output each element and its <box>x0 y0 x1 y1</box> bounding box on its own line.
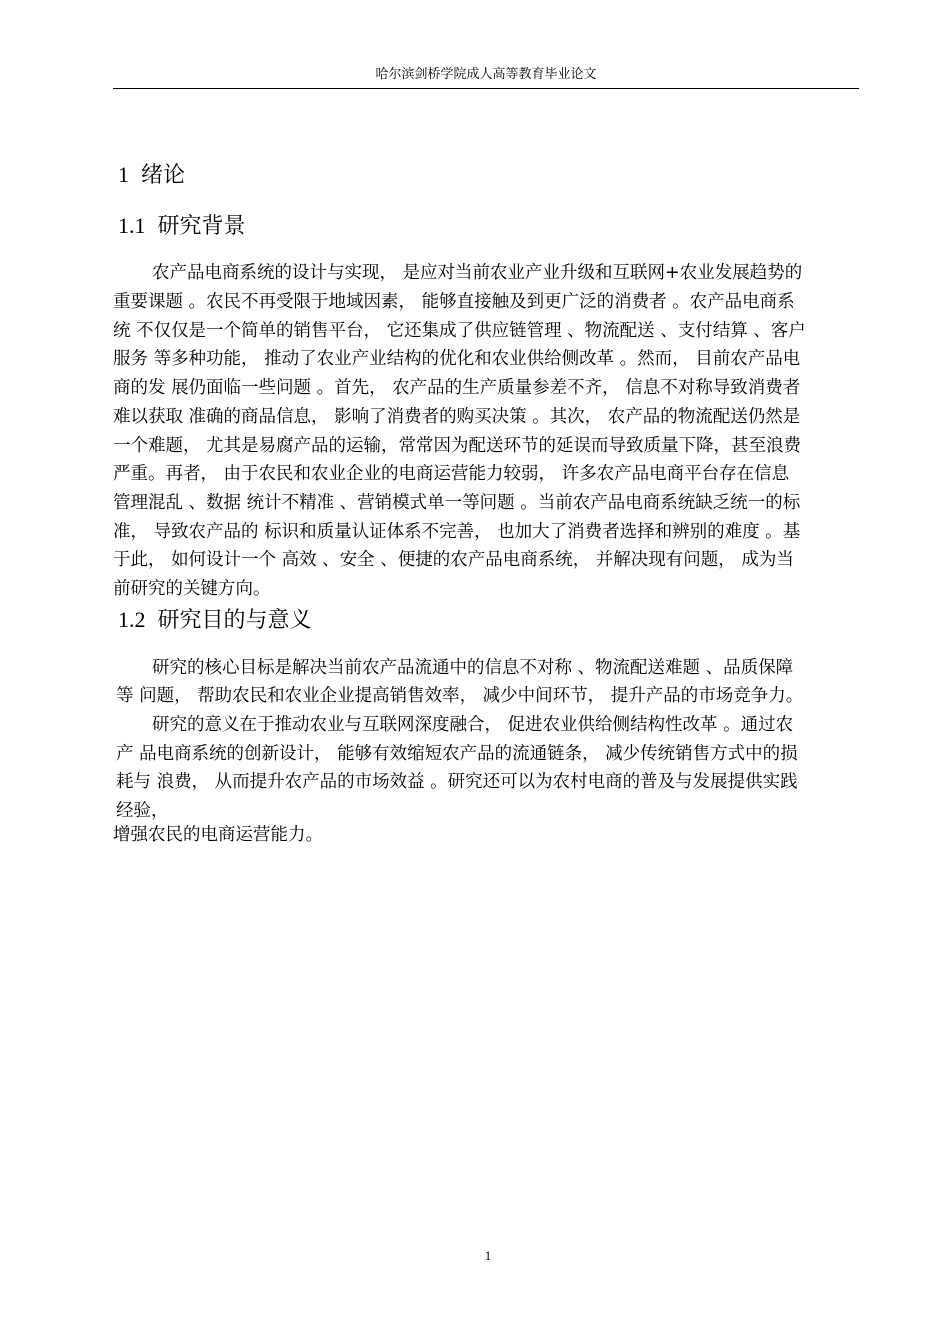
paragraph-line: 耗与 浪费， 从而提升农产品的市场效益 。研究还可以为农村电商的普及与发展提供实践 <box>116 772 798 792</box>
paragraph-line: 增强农民的电商运营能力。 <box>113 825 323 845</box>
paragraph-line: 重要课题 。农民不再受限于地域因素， 能够直接触及到更广泛的消费者 。农产品电商系 <box>113 292 795 312</box>
paragraph-line: 等 问题， 帮助农民和农业企业提高销售效率， 减少中间环节， 提升产品的市场竞争力。 <box>116 686 804 706</box>
paragraph-line: 经验， <box>116 801 169 821</box>
section-number: 1.2 <box>118 607 146 632</box>
paragraph-line: 准， 导致农产品的 标识和质量认证体系不完善， 也加大了消费者选择和辨别的难度 。基 <box>113 522 801 542</box>
section-heading-background <box>118 211 246 242</box>
section-heading-purpose <box>118 605 312 636</box>
paragraph-line: 产 品电商系统的创新设计， 能够有效缩短农产品的流通链条， 减少传统销售方式中的损 <box>116 744 798 764</box>
chapter-number: 1 <box>118 162 129 187</box>
section-number: 1.1 <box>118 213 146 238</box>
running-header: 哈尔滨剑桥学院成人高等教育毕业论文 <box>375 67 597 82</box>
paragraph-line: 研究的核心目标是解决当前农产品流通中的信息不对称 、物流配送难题 、品质保障 <box>152 658 794 678</box>
paragraph-line: 严重。再者， 由于农民和农业企业的电商运营能力较弱， 许多农产品电商平台存在信息 <box>113 464 790 484</box>
paragraph-line: 于此， 如何设计一个 高效 、安全 、便捷的农产品电商系统， 并解决现有问题， 成为当 <box>113 550 794 570</box>
paragraph-line: 研究的意义在于推动农业与互联网深度融合， 促进农业供给侧结构性改革 。通过农 <box>152 715 794 735</box>
paragraph-line: 统 不仅仅是一个简单的销售平台， 它还集成了供应链管理 、物流配送 、支付结算 、客户 <box>113 321 806 341</box>
chapter-heading <box>118 160 185 191</box>
paragraph-line: 难以获取 准确的商品信息， 影响了消费者的购买决策 。其次， 农产品的物流配送仍然是 <box>113 407 801 427</box>
paragraph-line: 农产品电商系统的设计与实现， 是应对当前农业产业升级和互联网+农业发展趋势的 <box>152 263 803 283</box>
paragraph-line: 管理混乱 、数据 统计不精准 、营销模式单一等问题 。当前农产品电商系统缺乏统一的标 <box>113 493 801 513</box>
section-title: 研究目的与意义 <box>157 608 312 633</box>
paragraph-line: 前研究的关键方向。 <box>113 579 271 599</box>
page-number: 1 <box>484 1248 492 1263</box>
paragraph-line: 商的发 展仍面临一些问题 。首先， 农产品的生产质量参差不齐， 信息不对称导致消费者 <box>113 378 801 398</box>
chapter-title: 绪论 <box>141 163 186 188</box>
paragraph-line: 一个难题， 尤其是易腐产品的运输，常常因为配送环节的延误而导致质量下降，甚至浪费 <box>113 436 802 456</box>
paragraph-line: 服务 等多种功能， 推动了农业产业结构的优化和农业供给侧改革 。然而， 目前农产品电 <box>113 349 801 369</box>
header-divider <box>113 88 859 89</box>
section-title: 研究背景 <box>157 214 246 239</box>
